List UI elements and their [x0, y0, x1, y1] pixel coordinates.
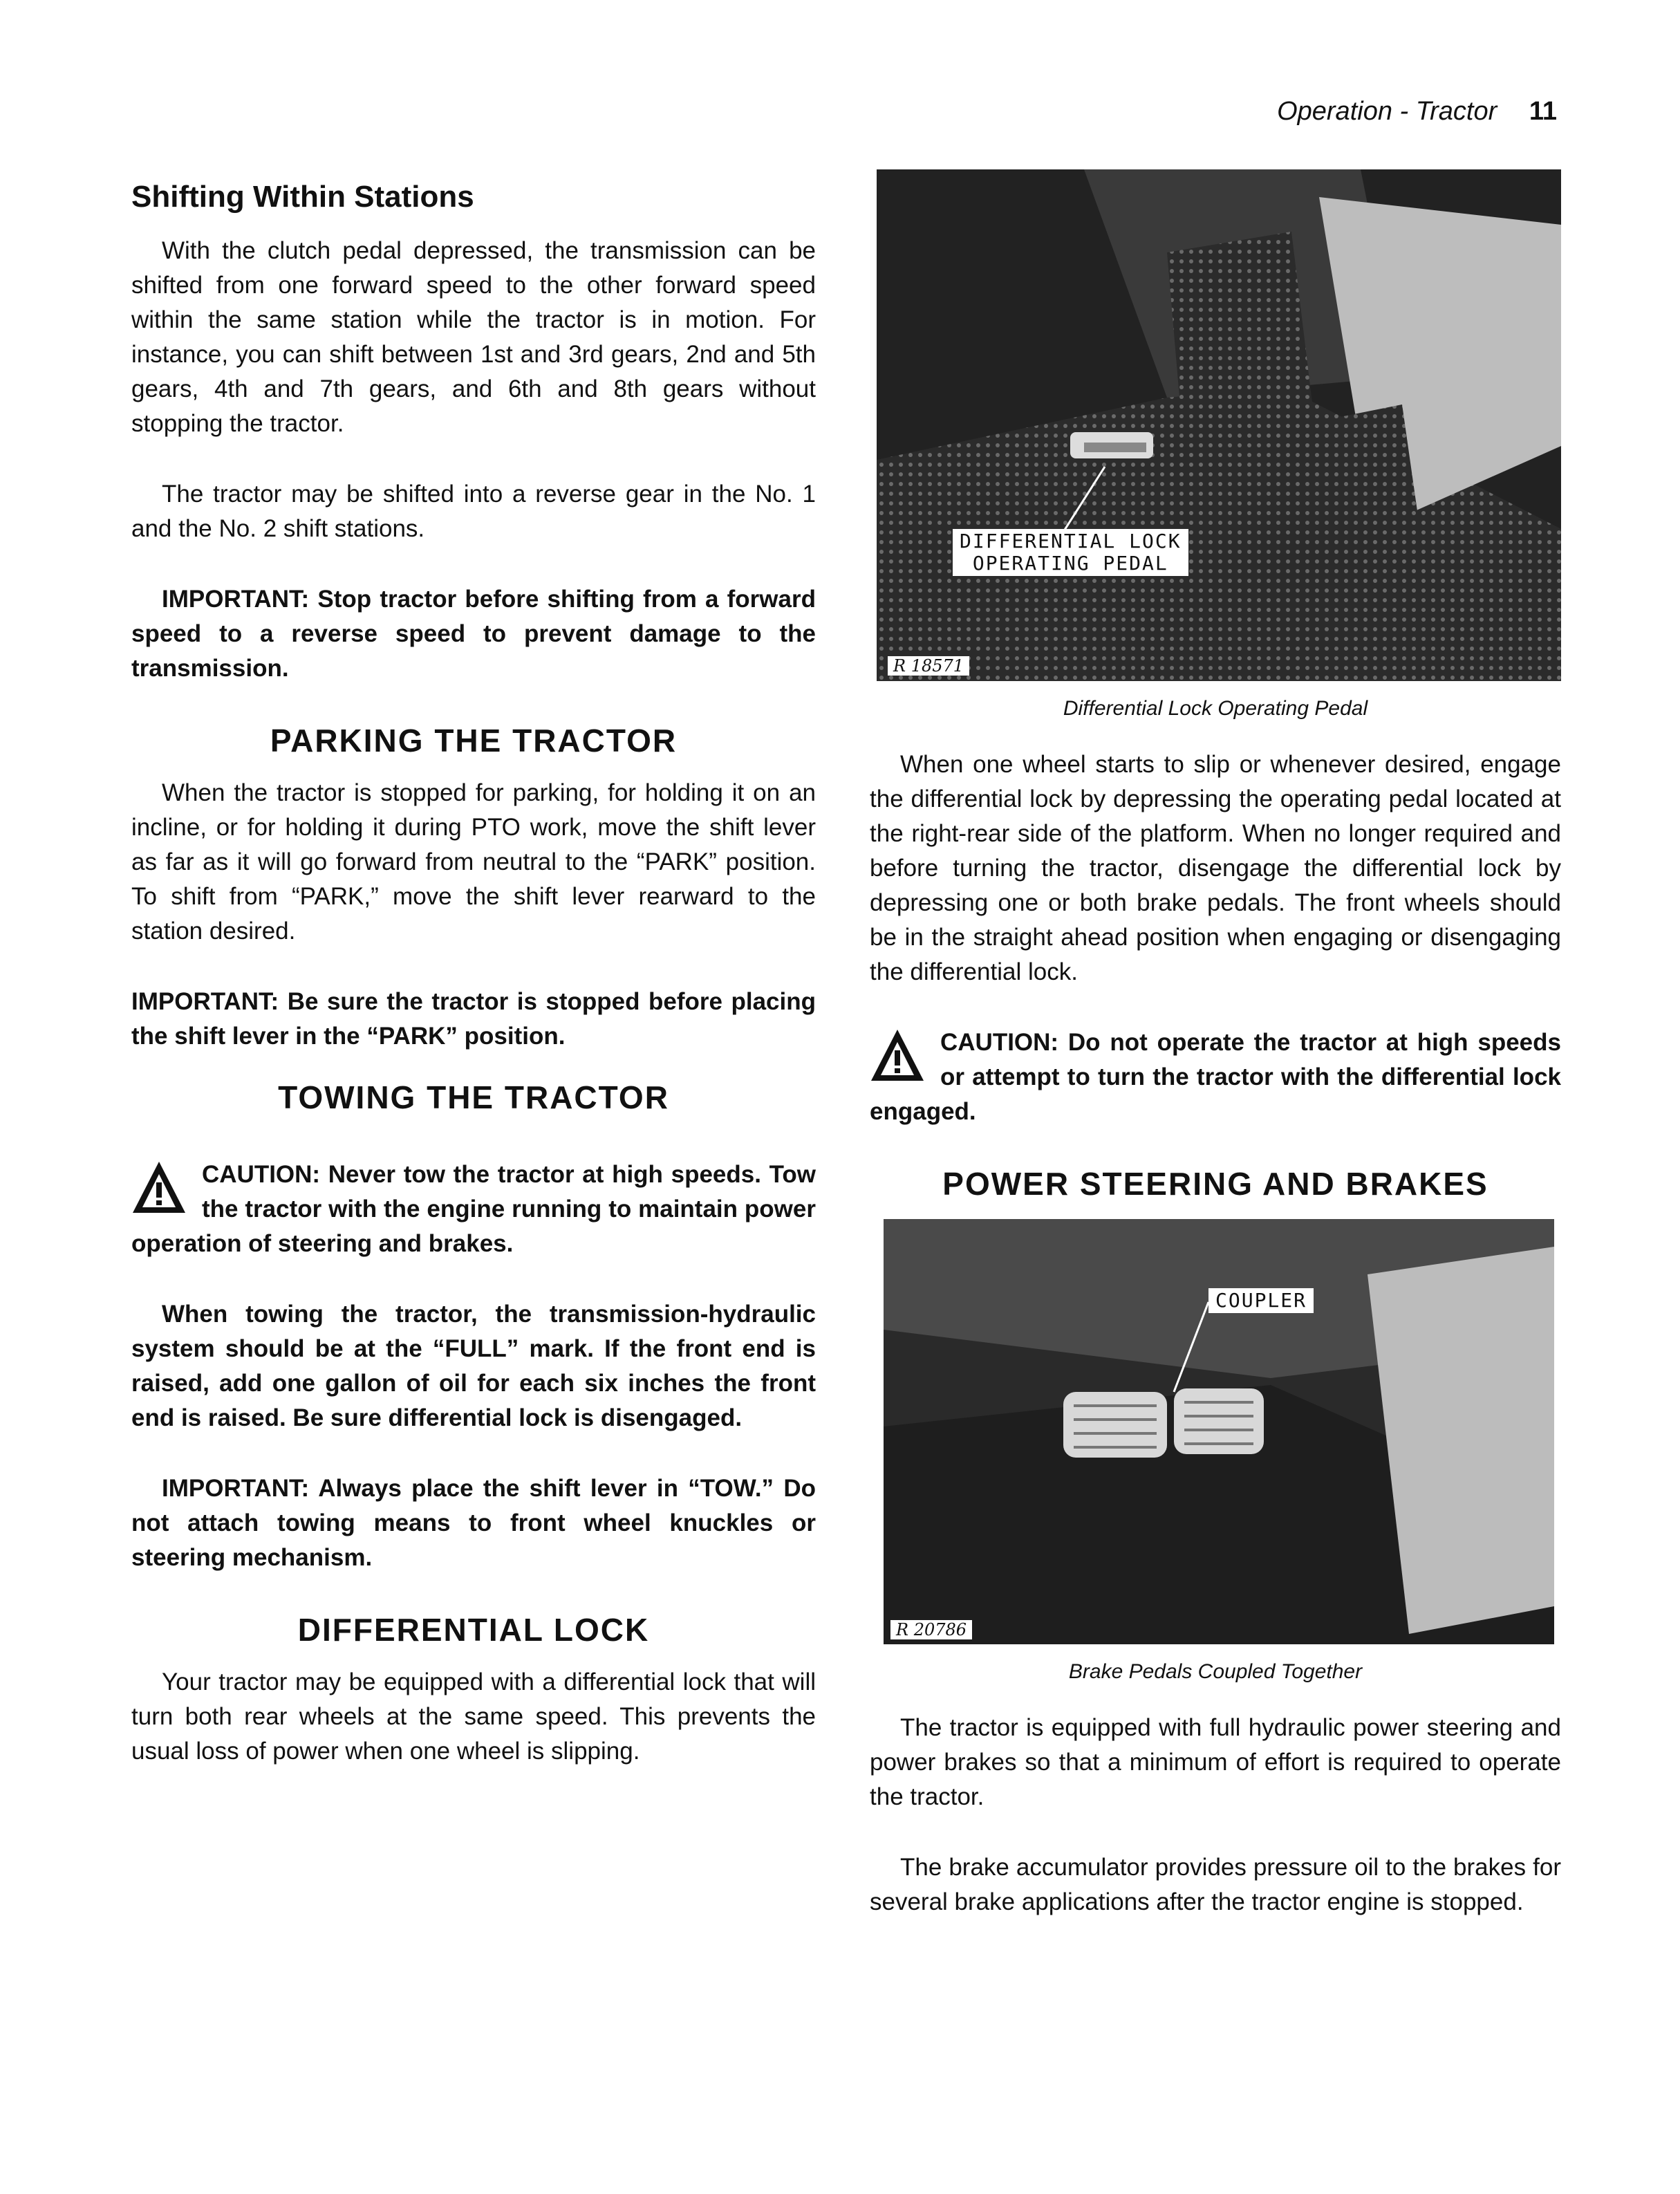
- differential-lock-callout: [953, 529, 1188, 576]
- power-steering-paragraph-1: The tractor is equipped with full hydraulic power steering and power brakes so that a minimum of effort is required to operate the tractor.: [870, 1714, 1561, 1810]
- left-column: [131, 180, 816, 1769]
- differential-lock-paragraph-1: Your tractor may be equipped with a differential lock that will turn both rear wheels at the same speed. This prevents the usual loss of power when one wheel is slipping.: [131, 1668, 816, 1765]
- running-header: [1277, 97, 1557, 127]
- figure-2-caption: Brake Pedals Coupled Together: [1068, 1660, 1363, 1683]
- towing-paragraph: When towing the tractor, the transmission-hydraulic system should be at the “FULL” mark. If the front end is raised, add one gallon of oil for each six inches the front end is raised. Be sure differential lock is disengaged.: [131, 1301, 816, 1431]
- shifting-paragraph-1: With the clutch pedal depressed, the transmission can be shifted from one forward speed to the other forward speed within the same station while the tractor is in motion. For instance, you can shift between 1st and 3rd gears, 2nd and 5th gears, 4th and 7th gears, and 6th and 8th gears without stopping the tractor.: [131, 237, 816, 437]
- warning-triangle-icon: [131, 1160, 187, 1214]
- figure-2-reference-number: R 20786: [890, 1620, 972, 1639]
- parking-important-note: IMPORTANT: Be sure the tractor is stopped before placing the shift lever in the “PARK” position.: [131, 988, 816, 1050]
- right-column: [870, 169, 1561, 1919]
- coupler-callout: COUPLER: [1208, 1288, 1314, 1313]
- differential-caution-text: CAUTION: Do not operate the tractor at high speeds or attempt to turn the tractor with the differential lock engaged.: [870, 1029, 1561, 1125]
- shifting-heading: Shifting Within Stations: [131, 180, 474, 214]
- callout-line-2: OPERATING PEDAL: [972, 552, 1168, 575]
- brake-pedals-photo: [884, 1219, 1554, 1644]
- power-steering-paragraph-2: The brake accumulator provides pressure oil to the brakes for several brake applications after the tractor engine is stopped.: [870, 1854, 1561, 1915]
- towing-caution-block: [131, 1158, 816, 1261]
- figure-1-caption: Differential Lock Operating Pedal: [1063, 697, 1368, 720]
- differential-lock-pedal-photo: [877, 169, 1561, 681]
- towing-heading: TOWING THE TRACTOR: [278, 1079, 669, 1115]
- power-steering-heading: POWER STEERING AND BRAKES: [942, 1166, 1488, 1202]
- differential-lock-heading: DIFFERENTIAL LOCK: [297, 1612, 650, 1648]
- page-number: 11: [1529, 97, 1557, 126]
- shifting-paragraph-2: The tractor may be shifted into a reverse gear in the No. 1 and the No. 2 shift stations.: [131, 481, 816, 542]
- photo-illustration: [877, 169, 1561, 681]
- section-title: Operation - Tractor: [1277, 97, 1497, 126]
- photo-illustration: [884, 1219, 1554, 1644]
- towing-important-note: IMPORTANT: Always place the shift lever in “TOW.” Do not attach towing means to front wheel knuckles or steering mechanism.: [131, 1475, 816, 1571]
- differential-caution-block: [870, 1025, 1561, 1129]
- towing-caution-text: CAUTION: Never tow the tractor at high speeds. Tow the tractor with the engine running to maintain power operation of steering and brakes.: [131, 1161, 816, 1257]
- parking-heading: PARKING THE TRACTOR: [270, 723, 678, 759]
- shifting-important-note: IMPORTANT: Stop tractor before shifting from a forward speed to a reverse speed to prevent damage to the transmission.: [131, 586, 816, 682]
- figure-1-reference-number: R 18571: [888, 656, 969, 676]
- warning-triangle-icon: [870, 1028, 925, 1082]
- differential-lock-paragraph-2: When one wheel starts to slip or whenever desired, engage the differential lock by depressing the operating pedal located at the right-rear side of the platform. When no longer required and before turning the tractor, disengage the differential lock by depressing one or both brake pedals. The front wheels should be in the straight ahead position when engaging or disengaging the differential lock.: [870, 751, 1561, 985]
- callout-line-1: DIFFERENTIAL LOCK: [960, 530, 1182, 552]
- parking-paragraph: When the tractor is stopped for parking, for holding it on an incline, or for holding it during PTO work, move the shift lever as far as it will go forward from neutral to the “PARK” position. To shift from “PARK,” move the shift lever rearward to the station desired.: [131, 779, 816, 945]
